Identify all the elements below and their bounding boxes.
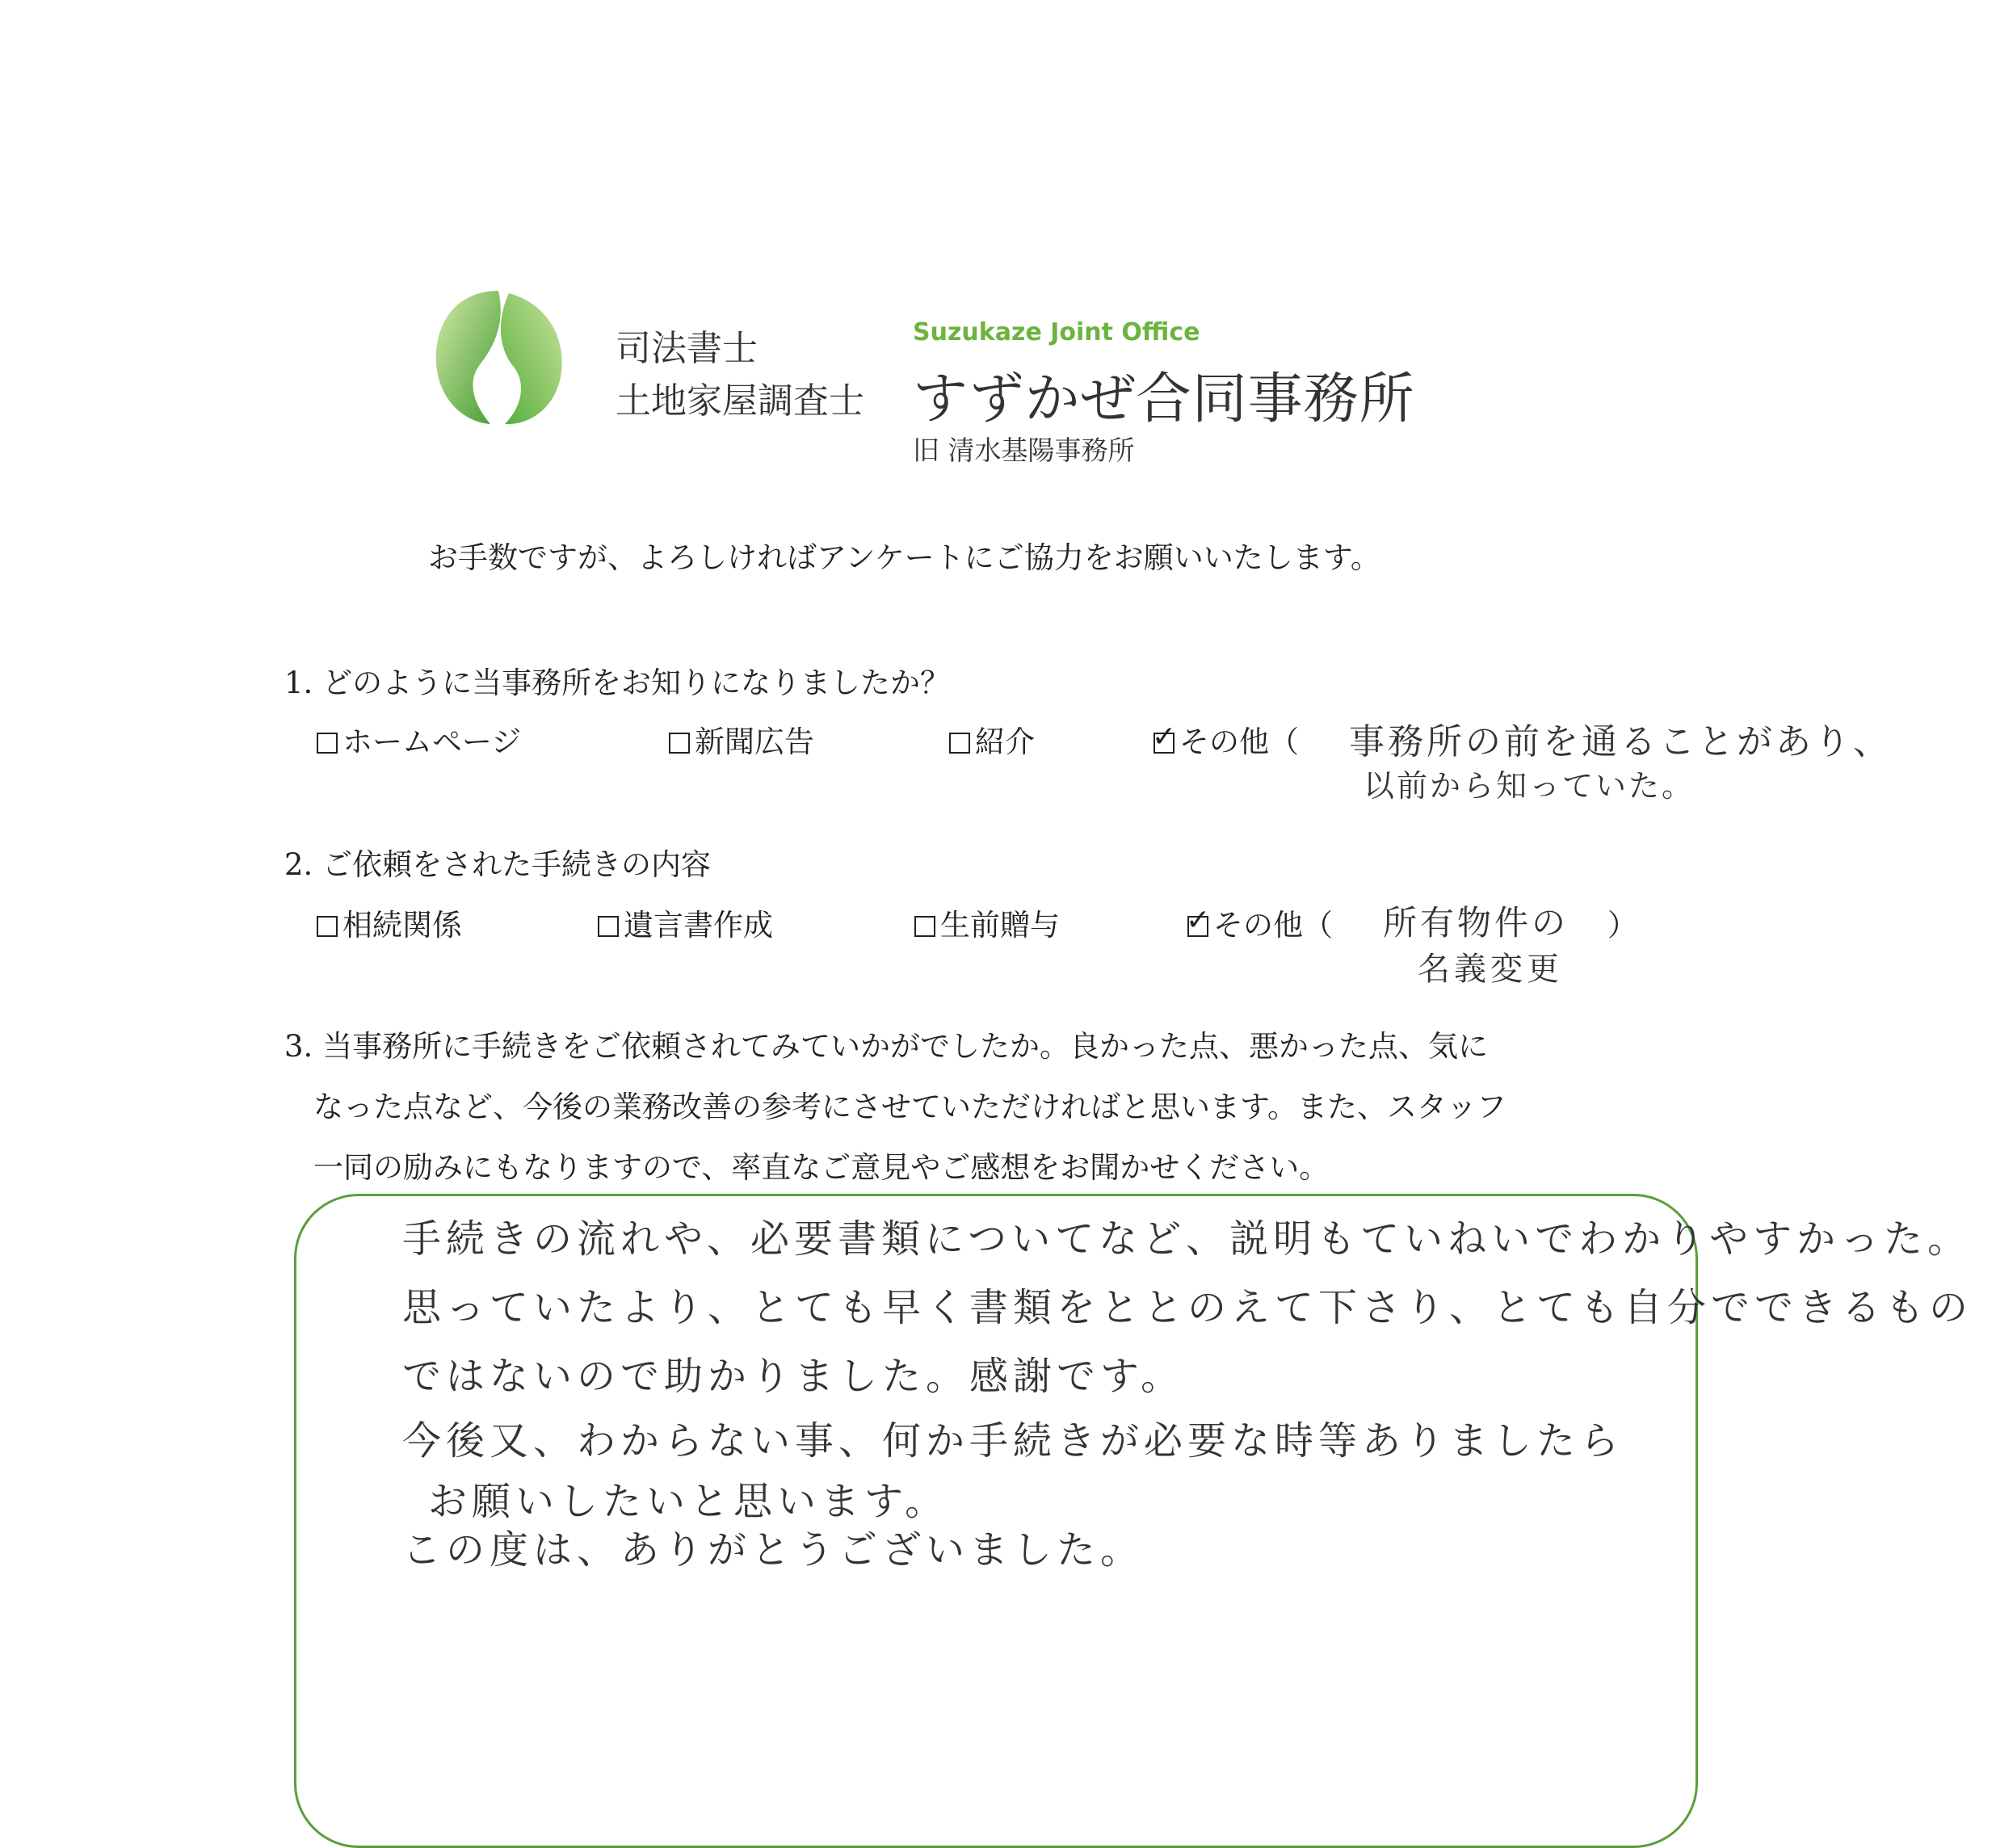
answer-line-3: ではないので助かりました。感謝です。 bbox=[402, 1354, 1185, 1399]
question-1: 1. どのように当事務所をお知りになりましたか？ bbox=[284, 666, 951, 700]
logo-office-name: すずかぜ合同事務所 bbox=[913, 368, 1415, 431]
checkbox-checked[interactable] bbox=[1186, 904, 1211, 937]
checkbox-checked[interactable] bbox=[1152, 720, 1177, 754]
checkbox[interactable] bbox=[317, 733, 338, 754]
q1-option-referral[interactable]: 紹介 bbox=[949, 717, 1035, 761]
answer-line-1: 手続きの流れや、必要書類についてなど、説明もていねいでわかりやすかった。 bbox=[402, 1216, 1972, 1262]
check-mark-icon: ✓ bbox=[1152, 720, 1177, 754]
check-mark-icon: ✓ bbox=[1186, 904, 1211, 937]
question-3-line-3: 一同の励みにもなりますので、率直なご意見やご感想をお聞かせください。 bbox=[313, 1150, 1330, 1185]
q1-option-other[interactable]: ✓ その他（ bbox=[1152, 720, 1299, 759]
logo-english-name: Suzukaze Joint Office bbox=[913, 318, 1200, 346]
checkbox[interactable] bbox=[914, 916, 935, 937]
q1-other-handwritten-1: 事務所の前を通ることがあり、 bbox=[1349, 721, 1892, 762]
answer-line-2: 思っていたより、とても早く書類をととのえて下さり、とても自分でできるもの bbox=[402, 1285, 1973, 1330]
answer-line-6: この度は、ありがとうございました。 bbox=[402, 1527, 1145, 1573]
q2-option-inheritance[interactable]: 相続関係 bbox=[317, 901, 462, 944]
q2-other-handwritten-1: 所有物件の bbox=[1383, 903, 1569, 943]
checkbox[interactable] bbox=[669, 733, 690, 754]
logo-line-tochikaoku: 土地家屋調査士 bbox=[616, 380, 864, 422]
q2-option-other[interactable]: ✓ その他（ bbox=[1186, 904, 1333, 943]
question-3-line-1: 3. 当事務所に手続きをご依頼されてみていかがでしたか。良かった点、悪かった点、気に bbox=[284, 1029, 1489, 1064]
q2-option-gift[interactable]: 生前贈与 bbox=[914, 901, 1060, 944]
q1-option-newspaper[interactable]: 新聞広告 bbox=[669, 717, 814, 761]
logo-mark bbox=[432, 287, 565, 428]
q1-other-handwritten-2: 以前から知っていた。 bbox=[1364, 768, 1696, 804]
logo-former-name: 旧 清水基陽事務所 bbox=[913, 435, 1135, 466]
answer-line-5: お願いしたいと思います。 bbox=[428, 1479, 949, 1524]
question-3-line-2: なった点など、今後の業務改善の参考にさせていただければと思います。また、スタッフ bbox=[313, 1090, 1507, 1124]
question-2: 2. ご依頼をされた手続きの内容 bbox=[284, 847, 712, 882]
q2-other-handwritten-2: 名義変更 bbox=[1418, 951, 1563, 988]
checkbox[interactable] bbox=[949, 733, 970, 754]
survey-intro: お手数ですが、よろしければアンケートにご協力をお願いいたします。 bbox=[428, 540, 1380, 575]
logo-line-shihoshoshi: 司法書士 bbox=[616, 328, 758, 369]
q2-option-will[interactable]: 遺言書作成 bbox=[598, 901, 773, 944]
checkbox[interactable] bbox=[317, 916, 338, 937]
q1-option-homepage[interactable]: ホームページ bbox=[317, 717, 521, 761]
q2-other-close-paren: ） bbox=[1607, 908, 1637, 943]
checkbox[interactable] bbox=[598, 916, 619, 937]
answer-line-4: 今後又、わからない事、何か手続きが必要な時等ありましたら bbox=[402, 1418, 1624, 1464]
